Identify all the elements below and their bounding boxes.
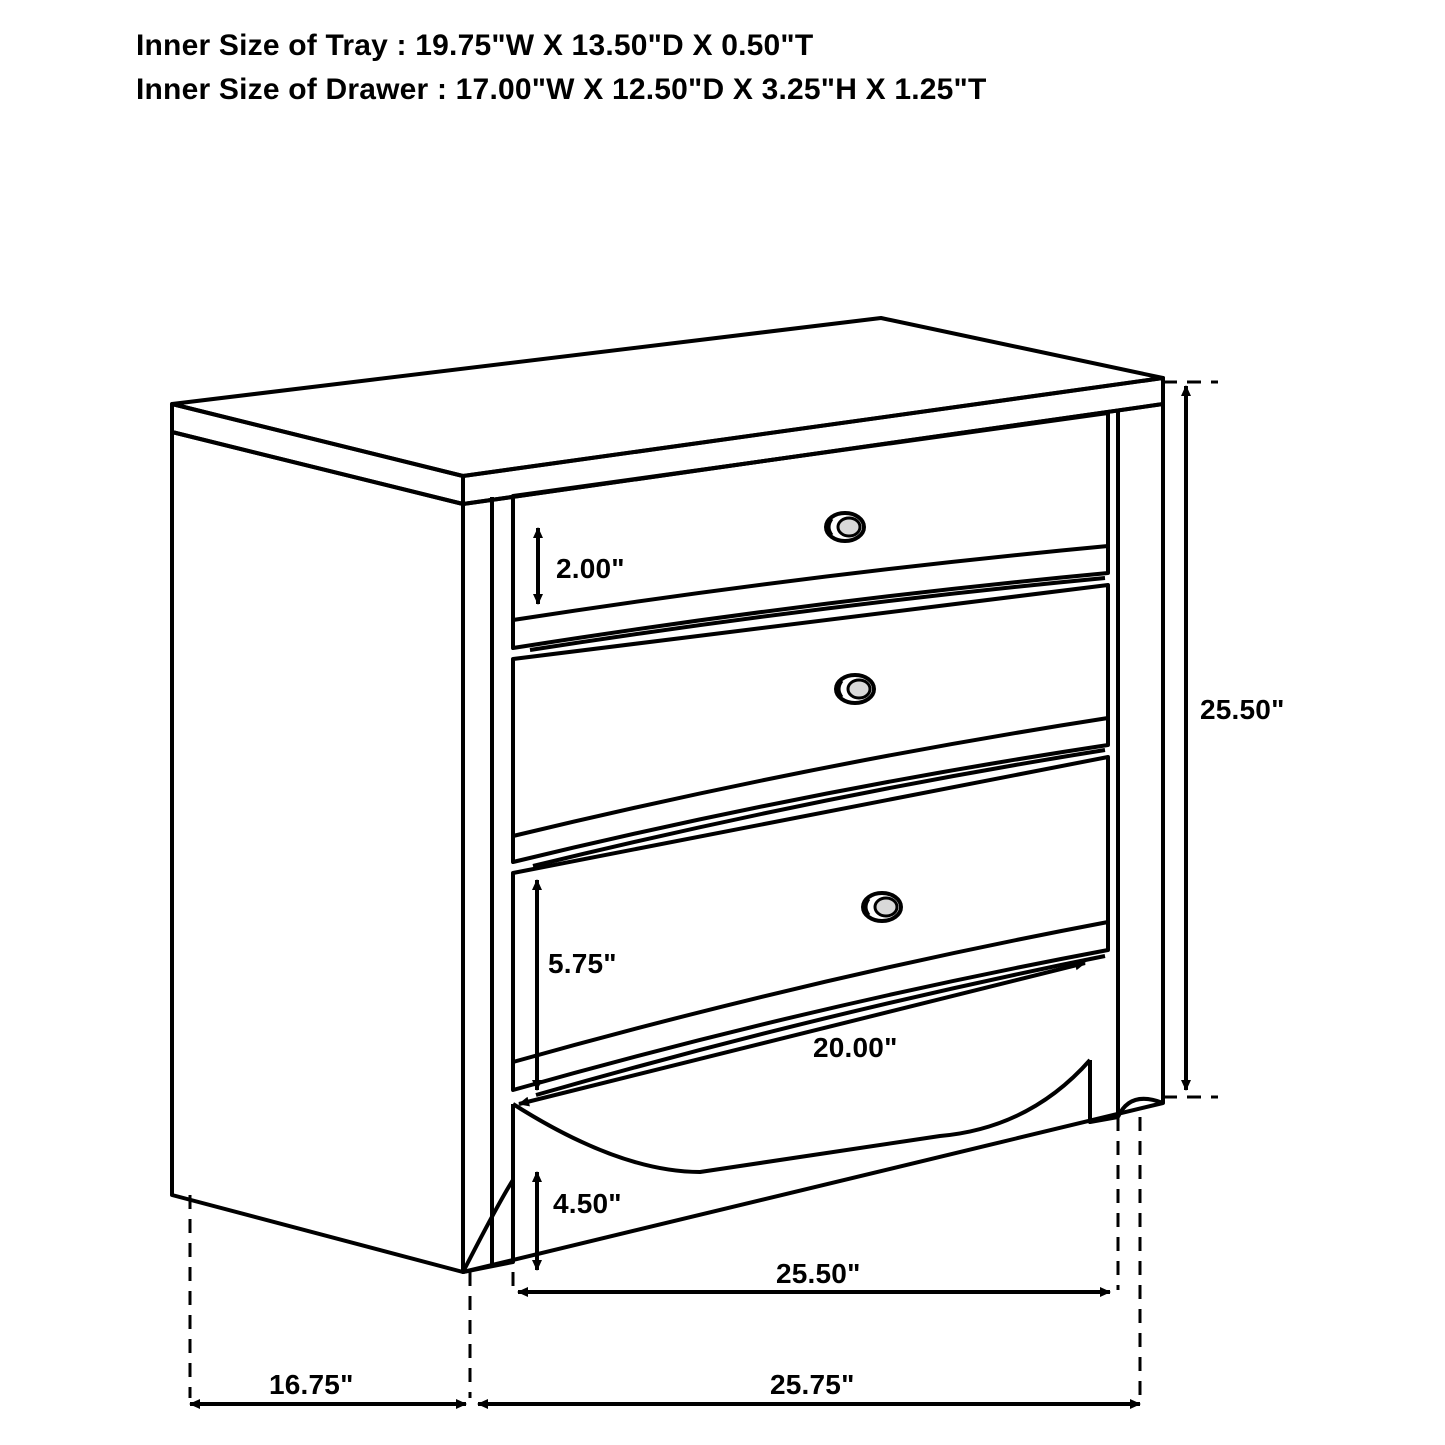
drawer-2-contour-a — [513, 718, 1108, 836]
label-front-width: 25.50" — [776, 1258, 861, 1289]
label-bottom-drawer-height: 5.75" — [548, 948, 617, 979]
spec-tray-line: Inner Size of Tray : 19.75"W X 13.50"D X 0.50"T — [136, 29, 814, 62]
label-overall-height: 25.50" — [1200, 694, 1285, 725]
dim-20-00 — [519, 963, 1085, 1104]
drawer-1-contour-b — [530, 578, 1105, 650]
label-leg-height: 4.50" — [553, 1188, 622, 1219]
spec-drawer-line: Inner Size of Drawer : 17.00"W X 12.50"D X 3.25"H X 1.25"T — [136, 72, 987, 106]
drawer-3-contour-a — [513, 922, 1108, 1062]
drawer-3[interactable] — [513, 757, 1108, 1095]
label-overall-width: 25.75" — [770, 1369, 855, 1400]
drawer-2-front — [513, 585, 1108, 862]
knob-3[interactable] — [863, 893, 901, 921]
label-side-depth: 16.75" — [269, 1369, 354, 1400]
drawer-1[interactable] — [513, 413, 1108, 650]
label-top-drawer-height: 2.00" — [556, 553, 625, 584]
knob-1[interactable] — [826, 513, 864, 541]
knob-2[interactable] — [836, 675, 874, 703]
front-face — [463, 404, 1163, 1272]
left-side-panel — [172, 432, 463, 1272]
left-leg-taper — [463, 1180, 513, 1272]
left-leg-inner — [463, 1104, 513, 1272]
right-leg-inner — [1090, 1060, 1118, 1122]
top-front-edge — [463, 378, 1163, 504]
cabinet-body — [172, 318, 1163, 1272]
label-drawer-front-width: 20.00" — [813, 1032, 898, 1063]
drawer-3-contour-b — [536, 956, 1105, 1095]
drawer-1-front — [513, 413, 1108, 648]
drawer-3-front — [513, 757, 1108, 1090]
extension-lines — [190, 382, 1218, 1398]
dimension-lines — [190, 386, 1186, 1404]
top-left-edge — [172, 404, 463, 504]
drawer-2[interactable] — [513, 585, 1108, 866]
